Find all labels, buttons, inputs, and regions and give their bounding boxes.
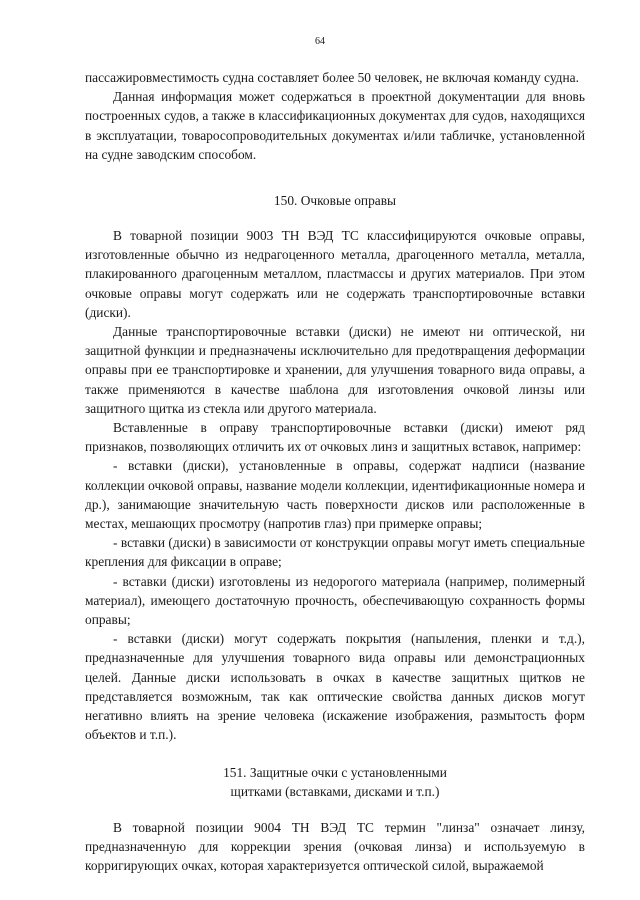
section-heading-151-line1: 151. Защитные очки с установленными [223,765,447,780]
paragraph: Данная информация может содержаться в проектной документации для вновь построенных судов, а также в классификационных документах для судов, находящихся в эксплуатации, товаросопроводительных документах и/или табличке, установленной на судне заводским способом. [85,89,585,162]
paragraph-continuation: пассажировместимость судна составляет более 50 человек, не включая команду судна. [85,70,579,85]
list-item: - вставки (диски), установленные в оправы, содержат надписи (название коллекции очковой оправы, название модели коллекции, идентификационные номера и др.), занимающие значительную часть поверхности дисков или расположенные в местах, мешающих просмотру (напротив глаз) при примерке оправы; [85,458,585,532]
paragraph: В товарной позиции 9003 ТН ВЭД ТС классифицируются очковые оправы, изготовленные обычно из недрагоценного металла, драгоценного металла, металла, плакированного драгоценным металлом, пластмассы и других материалов. При этом очковые оправы могут содержать или не содержать транспортировочные вставки (диски). [85,228,585,320]
section-150-body [85,226,585,744]
page-number: 64 [315,36,325,47]
section-heading-150: 150. Очковые оправы [273,193,397,208]
top-section [85,68,585,164]
paragraph: Вставленные в оправу транспортировочные вставки (диски) имеют ряд признаков, позволяющих отличить их от очковых линз и защитных вставок, например: [85,420,585,455]
list-item: - вставки (диски) изготовлены из недорогого материала (например, полимерный материал), имеющего достаточную прочность, обеспечивающую сохранность формы оправы; [85,573,585,628]
list-item: - вставки (диски) могут содержать покрытия (напыления, пленки и т.д.), предназначенные для улучшения товарного вида оправы или демонстрационных целей. Данные диски использовать в очках в качестве защитных щитков не представляется возможным, так как оптические свойства данных дисков могут негативно влиять на зрение человека (искажение изображения, размытость форм объектов и т.п.). [85,631,585,743]
paragraph: Данные транспортировочные вставки (диски) не имеют ни оптической, ни защитной функции и предназначены исключительно для предотвращения деформации оправы при ее транспортировке и хранении, для улучшения товарного вида оправы, а также применяются в качестве шаблона для изготовления очковой линзы или защитного щитка из стекла или другого материала. [85,324,585,416]
section-heading-151 [85,763,585,801]
section-heading-151-line2: щитками (вставками, дисками и т.п.) [230,784,440,800]
list-item: - вставки (диски) в зависимости от конструкции оправы могут иметь специальные крепления для фиксации в оправе; [85,535,585,570]
section-151-body [85,818,585,876]
paragraph: В товарной позиции 9004 ТН ВЭД ТС термин "линза" означает линзу, предназначенную для коррекции зрения (очковая линза) и используемую в корригирующих очках, которая характеризуется оптической силой, выражаемой [85,820,585,874]
